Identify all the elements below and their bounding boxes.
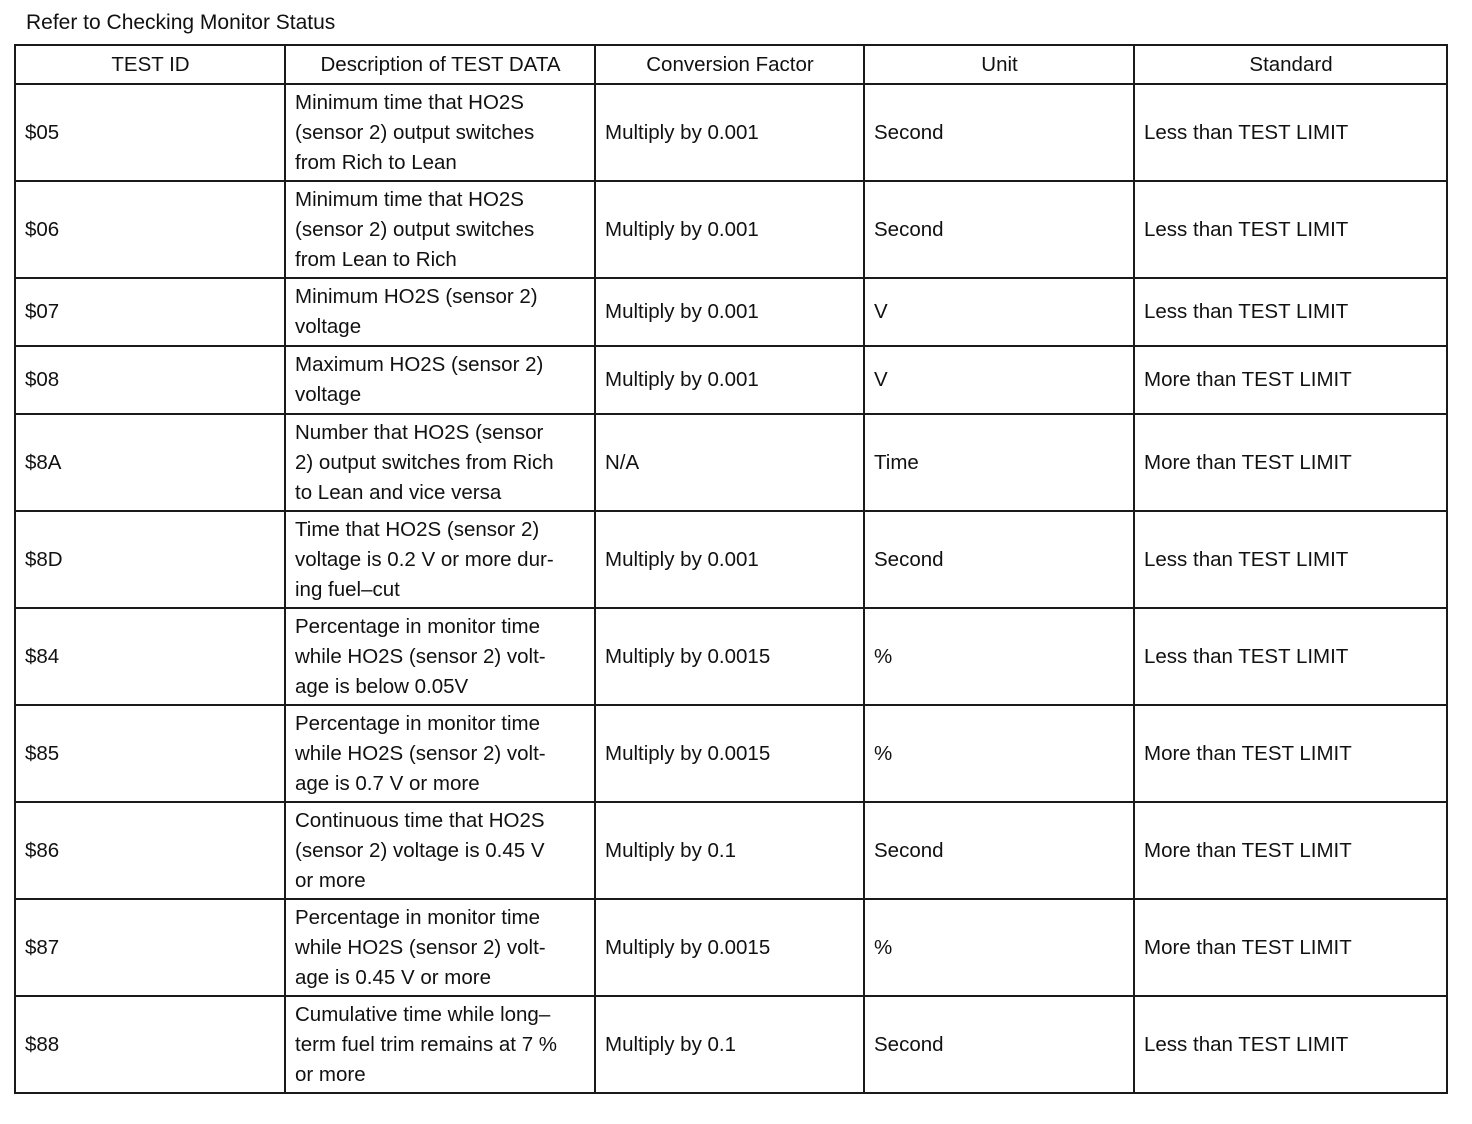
header-test-id: TEST ID [15, 45, 285, 84]
page-heading: Refer to Checking Monitor Status [26, 11, 336, 34]
cell-conversion: Multiply by 0.001 [595, 511, 864, 608]
cell-description: Percentage in monitor time while HO2S (sensor 2) volt- age is 0.7 V or more [285, 705, 595, 802]
cell-conversion: Multiply by 0.001 [595, 84, 864, 181]
cell-description: Cumulative time while long– term fuel trim remains at 7 % or more [285, 996, 595, 1093]
cell-unit: % [864, 608, 1134, 705]
cell-test-id: $8D [15, 511, 285, 608]
cell-description: Minimum time that HO2S (sensor 2) output switches from Rich to Lean [285, 84, 595, 181]
header-description: Description of TEST DATA [285, 45, 595, 84]
header-standard: Standard [1134, 45, 1447, 84]
cell-test-id: $07 [15, 278, 285, 346]
cell-test-id: $8A [15, 414, 285, 511]
cell-unit: V [864, 278, 1134, 346]
cell-standard: Less than TEST LIMIT [1134, 181, 1447, 278]
cell-test-id: $88 [15, 996, 285, 1093]
table-row [15, 899, 1447, 996]
cell-test-id: $05 [15, 84, 285, 181]
cell-conversion: Multiply by 0.0015 [595, 899, 864, 996]
cell-standard: More than TEST LIMIT [1134, 414, 1447, 511]
table-row [15, 84, 1447, 181]
cell-standard: More than TEST LIMIT [1134, 705, 1447, 802]
cell-standard: More than TEST LIMIT [1134, 899, 1447, 996]
cell-unit: Second [864, 996, 1134, 1093]
cell-standard: Less than TEST LIMIT [1134, 996, 1447, 1093]
cell-description: Percentage in monitor time while HO2S (sensor 2) volt- age is 0.45 V or more [285, 899, 595, 996]
cell-test-id: $08 [15, 346, 285, 414]
header-unit: Unit [864, 45, 1134, 84]
cell-description: Percentage in monitor time while HO2S (sensor 2) volt- age is below 0.05V [285, 608, 595, 705]
cell-test-id: $87 [15, 899, 285, 996]
table-row [15, 996, 1447, 1093]
cell-conversion: Multiply by 0.1 [595, 996, 864, 1093]
cell-standard: Less than TEST LIMIT [1134, 608, 1447, 705]
cell-description: Maximum HO2S (sensor 2) voltage [285, 346, 595, 414]
cell-conversion: Multiply by 0.0015 [595, 705, 864, 802]
cell-unit: V [864, 346, 1134, 414]
table-header-row [15, 45, 1447, 84]
cell-standard: Less than TEST LIMIT [1134, 278, 1447, 346]
cell-test-id: $85 [15, 705, 285, 802]
cell-conversion: Multiply by 0.001 [595, 278, 864, 346]
cell-conversion: N/A [595, 414, 864, 511]
header-conversion-factor: Conversion Factor [595, 45, 864, 84]
cell-conversion: Multiply by 0.001 [595, 181, 864, 278]
cell-unit: Second [864, 511, 1134, 608]
table-row [15, 608, 1447, 705]
cell-standard: More than TEST LIMIT [1134, 346, 1447, 414]
monitor-test-table [14, 44, 1448, 1094]
cell-conversion: Multiply by 0.1 [595, 802, 864, 899]
cell-test-id: $86 [15, 802, 285, 899]
cell-unit: Second [864, 181, 1134, 278]
table-row [15, 511, 1447, 608]
cell-standard: Less than TEST LIMIT [1134, 511, 1447, 608]
cell-description: Time that HO2S (sensor 2) voltage is 0.2 V or more dur- ing fuel–cut [285, 511, 595, 608]
cell-description: Minimum time that HO2S (sensor 2) output switches from Lean to Rich [285, 181, 595, 278]
table-row [15, 278, 1447, 346]
cell-description: Minimum HO2S (sensor 2) voltage [285, 278, 595, 346]
cell-unit: Second [864, 84, 1134, 181]
cell-conversion: Multiply by 0.0015 [595, 608, 864, 705]
table-row [15, 802, 1447, 899]
table-row [15, 346, 1447, 414]
cell-unit: Time [864, 414, 1134, 511]
cell-description: Number that HO2S (sensor 2) output switches from Rich to Lean and vice versa [285, 414, 595, 511]
cell-conversion: Multiply by 0.001 [595, 346, 864, 414]
cell-unit: % [864, 705, 1134, 802]
cell-unit: % [864, 899, 1134, 996]
cell-test-id: $06 [15, 181, 285, 278]
table-row [15, 705, 1447, 802]
cell-standard: Less than TEST LIMIT [1134, 84, 1447, 181]
cell-unit: Second [864, 802, 1134, 899]
table-row [15, 181, 1447, 278]
cell-description: Continuous time that HO2S (sensor 2) voltage is 0.45 V or more [285, 802, 595, 899]
cell-standard: More than TEST LIMIT [1134, 802, 1447, 899]
cell-test-id: $84 [15, 608, 285, 705]
table-row [15, 414, 1447, 511]
